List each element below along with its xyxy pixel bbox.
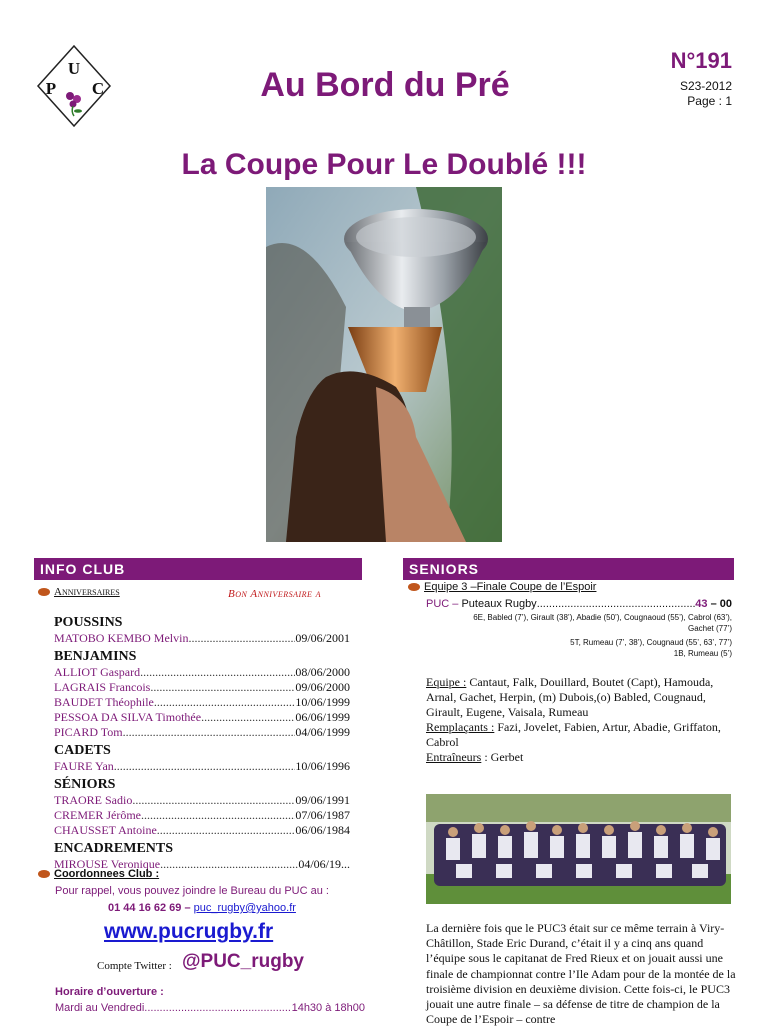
team-lineup: Equipe : Cantaut, Falk, Douillard, Boutet (Capt), Hamouda, Arnal, Gachet, Herpin, (m) Dubois,(o) Babled, Cougnaud, Girault, Eugene, Vaisala, Rumeau Remplaçants : Fazi, Jovelet, Fabien, Artur, Abadie, Griffaton, Cabrol Entraîneurs : Gerbet — [426, 675, 721, 764]
article-body: La dernière fois que le PUC3 était sur ce même terrain à Viry-Châtillon, Stade Eric Durand, c’était il y a cinq ans quand l’équipe sous le capitanat de Fred Rieux et on jouait aussi une finale de championnat contre l’Ile Adam pour de la montée de la troisième division en deuxième division. Cette fois-ci, le PUC3 jouait une autre finale – sa défense de titre de champion de la Coupe de l’Espoir – contre — [426, 921, 736, 1027]
issue-number: N°191 — [670, 48, 732, 73]
category-heading: BENJAMINS — [54, 649, 137, 664]
club-logo — [36, 44, 112, 128]
website-link[interactable]: www.pucrugby.fr — [104, 920, 274, 943]
logo-letter-p: P — [45, 79, 57, 98]
seniors-subtitle: Equipe 3 –Finale Coupe de l’Espoir — [408, 581, 596, 593]
scorers-line: 5T, Rumeau (7’, 38’), Cougnaud (55’, 63’, 77’) 1B, Rumeau (5’) — [570, 638, 732, 658]
bon-anniversaire-label: Bon Anniversaire a — [228, 588, 322, 600]
birthday-row: PICARD Tom ..... 04/06/1999 — [54, 725, 350, 740]
category-heading: ENCADREMENTS — [54, 841, 174, 856]
birthday-row: BAUDET Théophile ..... 10/06/1999 — [54, 695, 350, 710]
twitter-handle[interactable]: @PUC_rugby — [182, 951, 304, 972]
team-photo — [426, 794, 731, 904]
match-score: 43 – 00 — [695, 598, 732, 610]
rugby-ball-icon — [408, 583, 420, 591]
team-b: Puteaux Rugby — [461, 598, 537, 610]
rugby-ball-icon — [38, 588, 50, 596]
birthday-row: CREMER Jérôme ..... 07/06/1987 — [54, 808, 350, 823]
anniversaires-title: Anniversaires — [38, 586, 120, 598]
category-heading: SÉNIORS — [54, 777, 116, 792]
birthday-row: ALLIOT Gaspard ..... 08/06/2000 — [54, 665, 350, 680]
team-a: PUC – — [426, 598, 459, 610]
hours-title: Horaire d’ouverture : — [55, 986, 164, 998]
birthday-row: MIROUSE Veronique ..... 04/06/19... — [54, 857, 350, 872]
headline: La Coupe Pour Le Doublé !!! — [181, 148, 587, 181]
seniors-header: SENIORS — [403, 558, 734, 580]
newsletter-title: Au Bord du Pré — [260, 66, 510, 104]
scorers-line: 6E, Babled (7’), Girault (38’), Abadie (50’), Cougnaoud (55’), Cabrol (63’), Gachet (77’) — [473, 613, 732, 633]
birthday-list — [54, 612, 350, 872]
logo-letter-u: U — [67, 59, 81, 78]
birthday-row: CHAUSSET Antoine ..... 06/06/1984 — [54, 823, 350, 838]
club-email-link[interactable]: puc_rugby@yahoo.fr — [193, 902, 296, 914]
hours-row: Mardi au Vendredi ..... 14h30 à 18h00 — [55, 1002, 365, 1014]
club-phone: 01 44 16 62 69 – puc_rugby@yahoo.fr — [108, 902, 296, 914]
birthday-row: TRAORE Sadio ..... 09/06/1991 — [54, 793, 350, 808]
twitter-label: Compte Twitter : — [97, 960, 172, 972]
birthday-row: FAURE Yan ..... 10/06/1996 — [54, 759, 350, 774]
page-number: Page : 1 — [687, 94, 732, 108]
match-result — [426, 598, 732, 610]
category-heading: CADETS — [54, 743, 111, 758]
issue-date: S23-2012 — [679, 79, 732, 93]
trophy-photo — [266, 187, 502, 542]
birthday-row: LAGRAIS Francois ..... 09/06/2000 — [54, 680, 350, 695]
info-club-header: INFO CLUB — [34, 558, 362, 580]
logo-letter-c: C — [91, 79, 105, 98]
coordonnees-text: Pour rappel, vous pouvez joindre le Bureau du PUC au : — [55, 885, 329, 897]
birthday-row: MATOBO KEMBO Melvin ..... 09/06/2001 — [54, 631, 350, 646]
category-heading: POUSSINS — [54, 615, 123, 630]
coordonnees-title: Coordonnees Club : — [38, 868, 159, 880]
birthday-row: PESSOA DA SILVA Timothée ..... 06/06/1999 — [54, 710, 350, 725]
rugby-ball-icon — [38, 870, 50, 878]
